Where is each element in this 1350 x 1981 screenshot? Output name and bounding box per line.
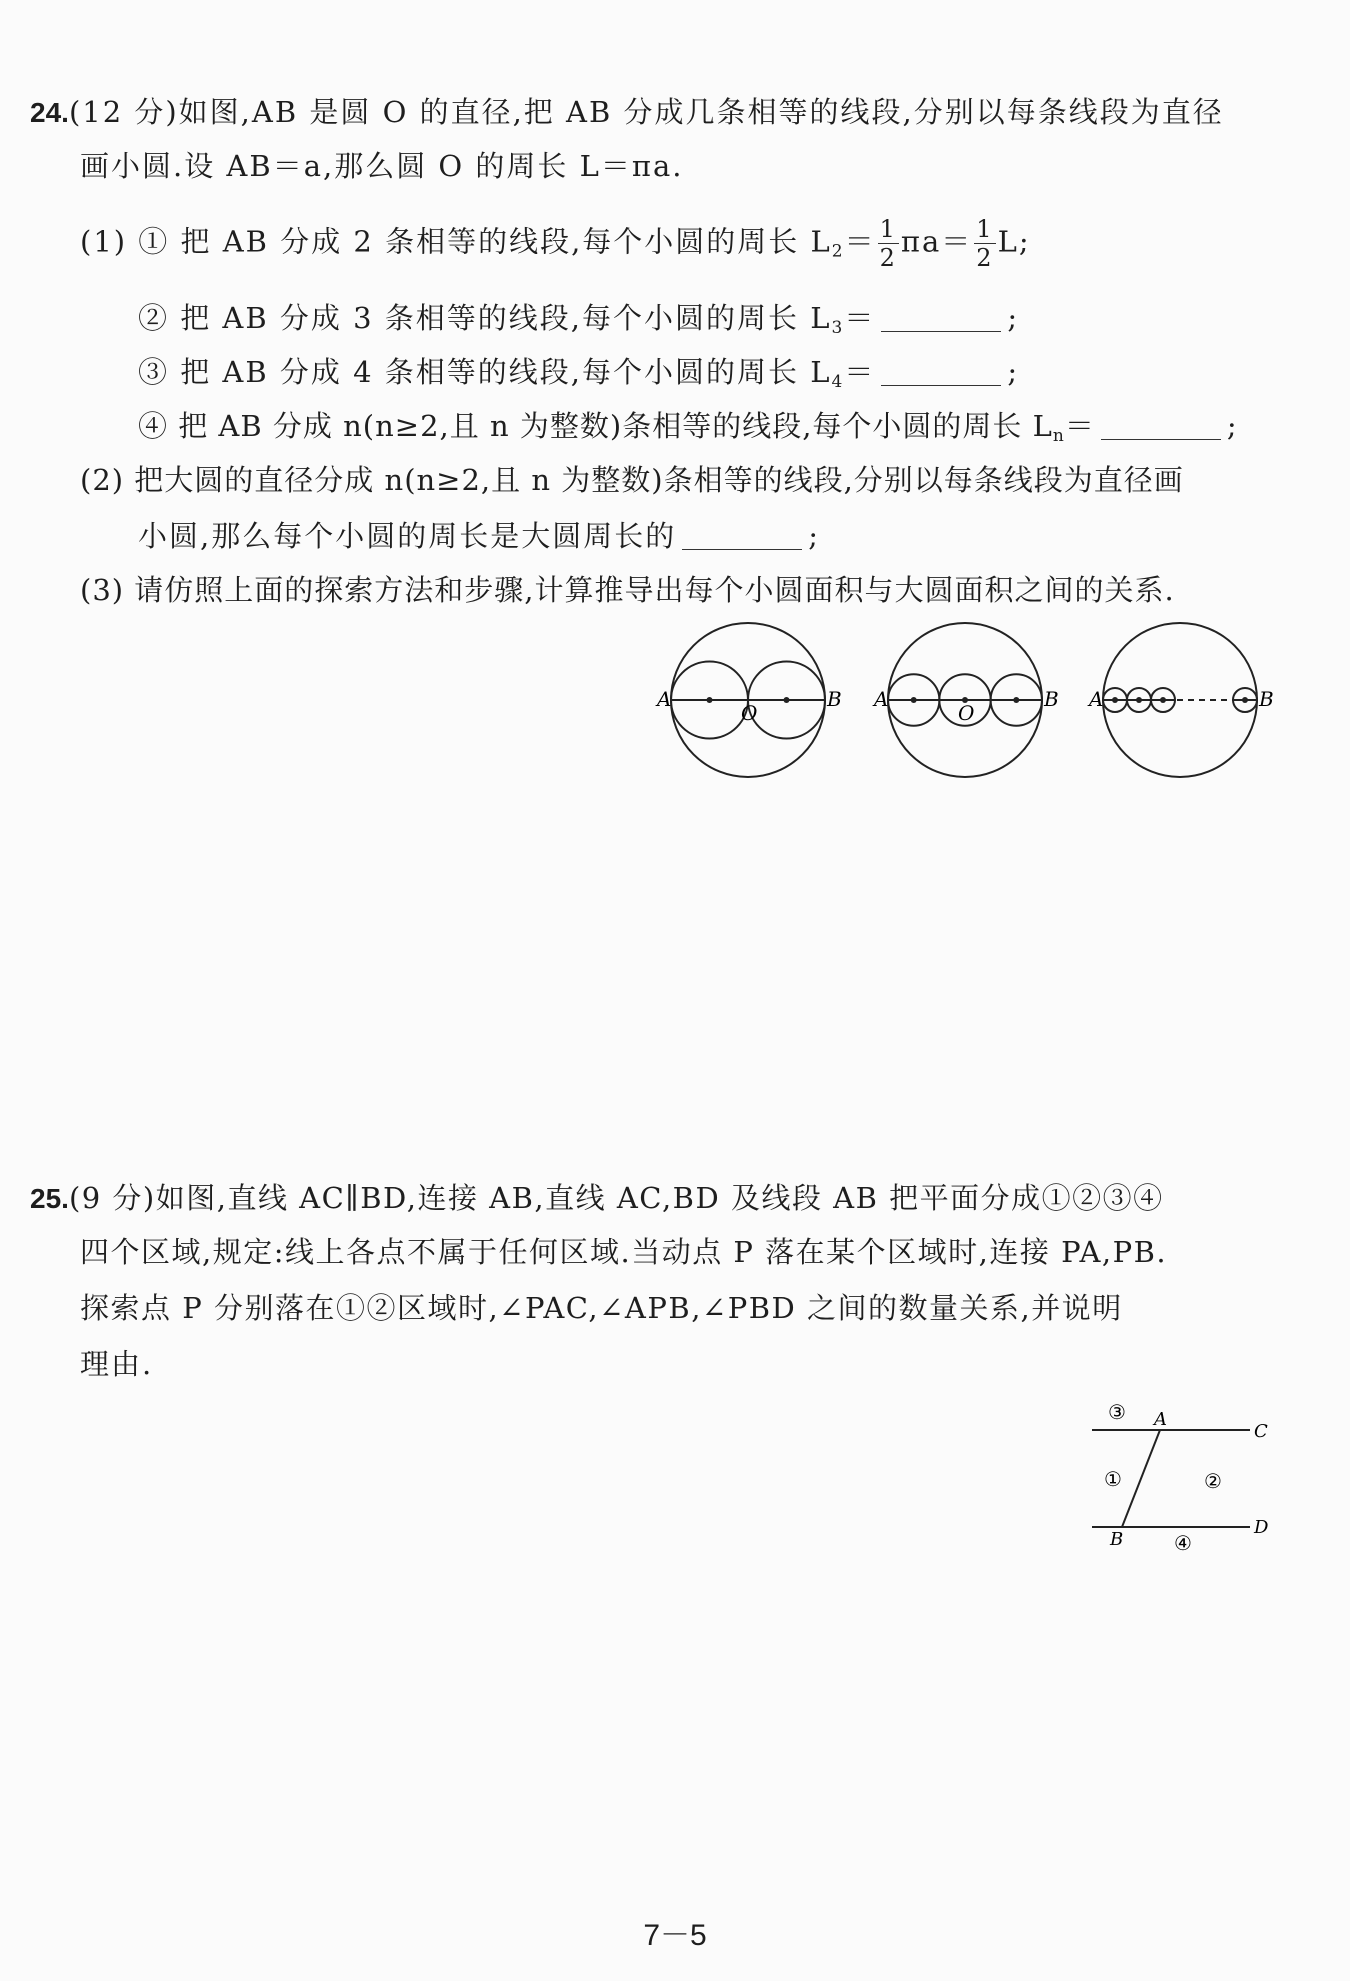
region-2-label: ② bbox=[1204, 1469, 1222, 1493]
center-dot bbox=[1013, 697, 1019, 703]
q25-text-line1: (9 分)如图,直线 AC∥BD,连接 AB,直线 AC,BD 及线段 AB 把平面分成①②③④ bbox=[68, 1181, 1164, 1215]
page-number: 7－5 bbox=[643, 1919, 707, 1952]
q24-p1-1-mid: πa＝ bbox=[900, 224, 973, 259]
answer-blank-Ln[interactable] bbox=[1101, 409, 1221, 440]
q24-p1-1-eq: ＝ bbox=[844, 224, 876, 259]
answer-blank-L3[interactable] bbox=[881, 301, 1001, 332]
q24-p1-4-eq: ＝ bbox=[1064, 409, 1095, 443]
label-D: D bbox=[1254, 1517, 1269, 1538]
center-dot bbox=[784, 697, 790, 703]
q24-intro-line2: 画小圆.设 AB＝a,那么圆 O 的周长 L＝πa. bbox=[80, 149, 684, 183]
q24-p2-text: 小圆,那么每个小圆的周长是大圆周长的 bbox=[138, 519, 677, 553]
q25-line1 bbox=[30, 1178, 1164, 1219]
q24-p1-3-end: ; bbox=[1007, 355, 1020, 389]
center-dot bbox=[1112, 697, 1118, 703]
q24-part1-item4 bbox=[138, 406, 1238, 456]
label-B: B bbox=[827, 687, 842, 711]
q24-p1-3-eq: ＝ bbox=[844, 355, 876, 389]
q24-p1-2-eq: ＝ bbox=[844, 301, 876, 335]
q24-p1-4-end: ; bbox=[1226, 409, 1238, 443]
label-A: A bbox=[657, 687, 672, 711]
q24-p1-3-subscript: 4 bbox=[831, 372, 845, 392]
label-O: O bbox=[958, 701, 975, 725]
q24-figure bbox=[655, 620, 1295, 780]
q24-circle-diagram-2-parts bbox=[671, 623, 825, 777]
q24-p1-4-text: ④ 把 AB 分成 n(n≥2,且 n 为整数)条相等的线段,每个小圆的周长 L bbox=[138, 409, 1053, 443]
answer-blank-ratio[interactable] bbox=[682, 519, 802, 550]
q25-line2: 四个区域,规定:线上各点不属于任何区域.当动点 P 落在某个区域时,连接 PA,PB. bbox=[80, 1235, 1168, 1269]
q24-fraction-1 bbox=[878, 215, 899, 272]
q24-part1-item2 bbox=[138, 298, 1019, 348]
fraction-denominator: 2 bbox=[879, 244, 897, 272]
center-dot bbox=[1136, 697, 1142, 703]
label-B: B bbox=[1044, 687, 1059, 711]
q24-fraction-2 bbox=[974, 215, 995, 272]
q24-p1-2-subscript: 3 bbox=[831, 318, 845, 338]
center-dot bbox=[1160, 697, 1166, 703]
fraction-numerator: 1 bbox=[879, 215, 897, 243]
q24-p1-2-end: ; bbox=[1007, 301, 1020, 335]
label-O: O bbox=[741, 701, 758, 725]
center-dot bbox=[707, 697, 713, 703]
fraction-denominator: 2 bbox=[976, 244, 994, 272]
q25-line3: 探索点 P 分别落在①②区域时,∠PAC,∠APB,∠PBD 之间的数量关系,并说明 bbox=[80, 1291, 1123, 1325]
q24-p2-end: ; bbox=[808, 519, 821, 553]
q24-p1-3-text: ③ 把 AB 分成 4 条相等的线段,每个小圆的周长 L bbox=[138, 355, 832, 389]
q24-part3: (3) 请仿照上面的探索方法和步骤,计算推导出每个小圆面积与大圆面积之间的关系. bbox=[80, 573, 1175, 607]
q24-part2-line1: (2) 把大圆的直径分成 n(n≥2,且 n 为整数)条相等的线段,分别以每条线段为直径画 bbox=[80, 463, 1184, 497]
q25-number: 25. bbox=[30, 1183, 69, 1214]
label-A: A bbox=[874, 687, 889, 711]
q24-p1-2-text: ② 把 AB 分成 3 条相等的线段,每个小圆的周长 L bbox=[138, 301, 832, 335]
segment-AB bbox=[1122, 1430, 1160, 1527]
q24-part1-item1 bbox=[80, 215, 1031, 272]
q24-circle-diagram-n-parts bbox=[1103, 623, 1257, 777]
label-A: A bbox=[1089, 687, 1104, 711]
center-dot bbox=[911, 697, 917, 703]
q24-p1-1-text: (1) ① 把 AB 分成 2 条相等的线段,每个小圆的周长 L bbox=[80, 224, 832, 259]
label-B: B bbox=[1259, 687, 1274, 711]
center-dot bbox=[1242, 697, 1248, 703]
q24-p1-1-subscript: 2 bbox=[831, 241, 845, 262]
q25-line4: 理由. bbox=[80, 1347, 154, 1381]
region-1-label: ① bbox=[1104, 1467, 1122, 1491]
q24-intro-line1 bbox=[30, 92, 1224, 133]
label-A: A bbox=[1154, 1409, 1167, 1430]
q24-p1-1-end: L; bbox=[997, 224, 1031, 259]
q24-p1-4-subscript: n bbox=[1052, 426, 1065, 446]
region-3-label: ③ bbox=[1108, 1400, 1126, 1424]
answer-blank-L4[interactable] bbox=[881, 355, 1001, 386]
region-4-label: ④ bbox=[1174, 1531, 1192, 1555]
label-B: B bbox=[1110, 1529, 1124, 1550]
q25-figure bbox=[1090, 1395, 1290, 1555]
q24-part1-item3 bbox=[138, 352, 1019, 402]
q24-intro: (12 分)如图,AB 是圆 O 的直径,把 AB 分成几条相等的线段,分别以每条线段为直径 bbox=[68, 95, 1224, 129]
fraction-numerator: 1 bbox=[976, 215, 994, 243]
q24-number: 24. bbox=[30, 97, 69, 128]
label-C: C bbox=[1254, 1421, 1268, 1442]
q24-part2-line2 bbox=[138, 516, 820, 556]
